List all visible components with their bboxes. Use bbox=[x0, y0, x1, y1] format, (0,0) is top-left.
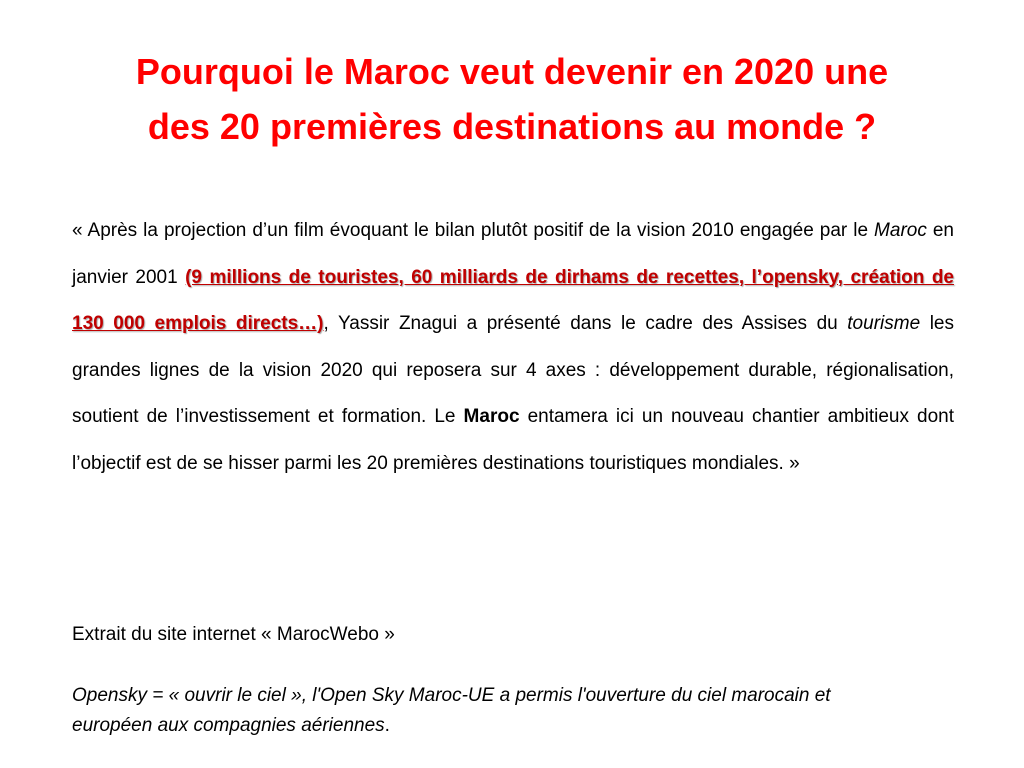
quote-text-4: les grandes lignes de la vision 2020 qui reposera sur 4 axes : développement durable, régionalisation, soutient de l’investissement et formation. Le bbox=[72, 313, 954, 427]
quote-emphasis-maroc: Maroc bbox=[874, 220, 927, 241]
quote-paragraph bbox=[72, 208, 954, 487]
quote-strong-maroc: Maroc bbox=[463, 406, 520, 427]
slide-title-line-2: des 20 premières destinations au monde ? bbox=[147, 106, 877, 147]
quote-text-1: « Après la projection d’un film évoquant le bilan plutôt positif de la vision 2010 engagée par le bbox=[72, 220, 875, 241]
quote-highlight: (9 millions de touristes, 60 milliards de dirhams de recettes, l’opensky, création de 130 000 emplois directs…) bbox=[72, 266, 954, 334]
opensky-note-text: Opensky = « ouvrir le ciel », l'Open Sky Maroc-UE a permis l'ouverture du ciel marocain et européen aux compagnies aériennes bbox=[72, 685, 831, 736]
quote-text-5: entamera ici un nouveau chantier ambitieux dont l’objectif est de se hisser parmi les 20 premières destinations touristiques mondiales. » bbox=[72, 406, 954, 474]
source-line: Extrait du site internet « MarocWebo » bbox=[72, 624, 395, 645]
opensky-note-end: . bbox=[384, 715, 390, 736]
quote-text-2: en janvier 2001 bbox=[72, 220, 954, 288]
slide-title bbox=[60, 44, 964, 154]
quote-emphasis-tourisme: tourisme bbox=[847, 313, 921, 334]
quote-text-3: , Yassir Znagui a présenté dans le cadre des Assises du bbox=[323, 313, 848, 334]
opensky-note bbox=[72, 681, 902, 741]
slide-title-line-1: Pourquoi le Maroc veut devenir en 2020 une bbox=[135, 51, 889, 92]
